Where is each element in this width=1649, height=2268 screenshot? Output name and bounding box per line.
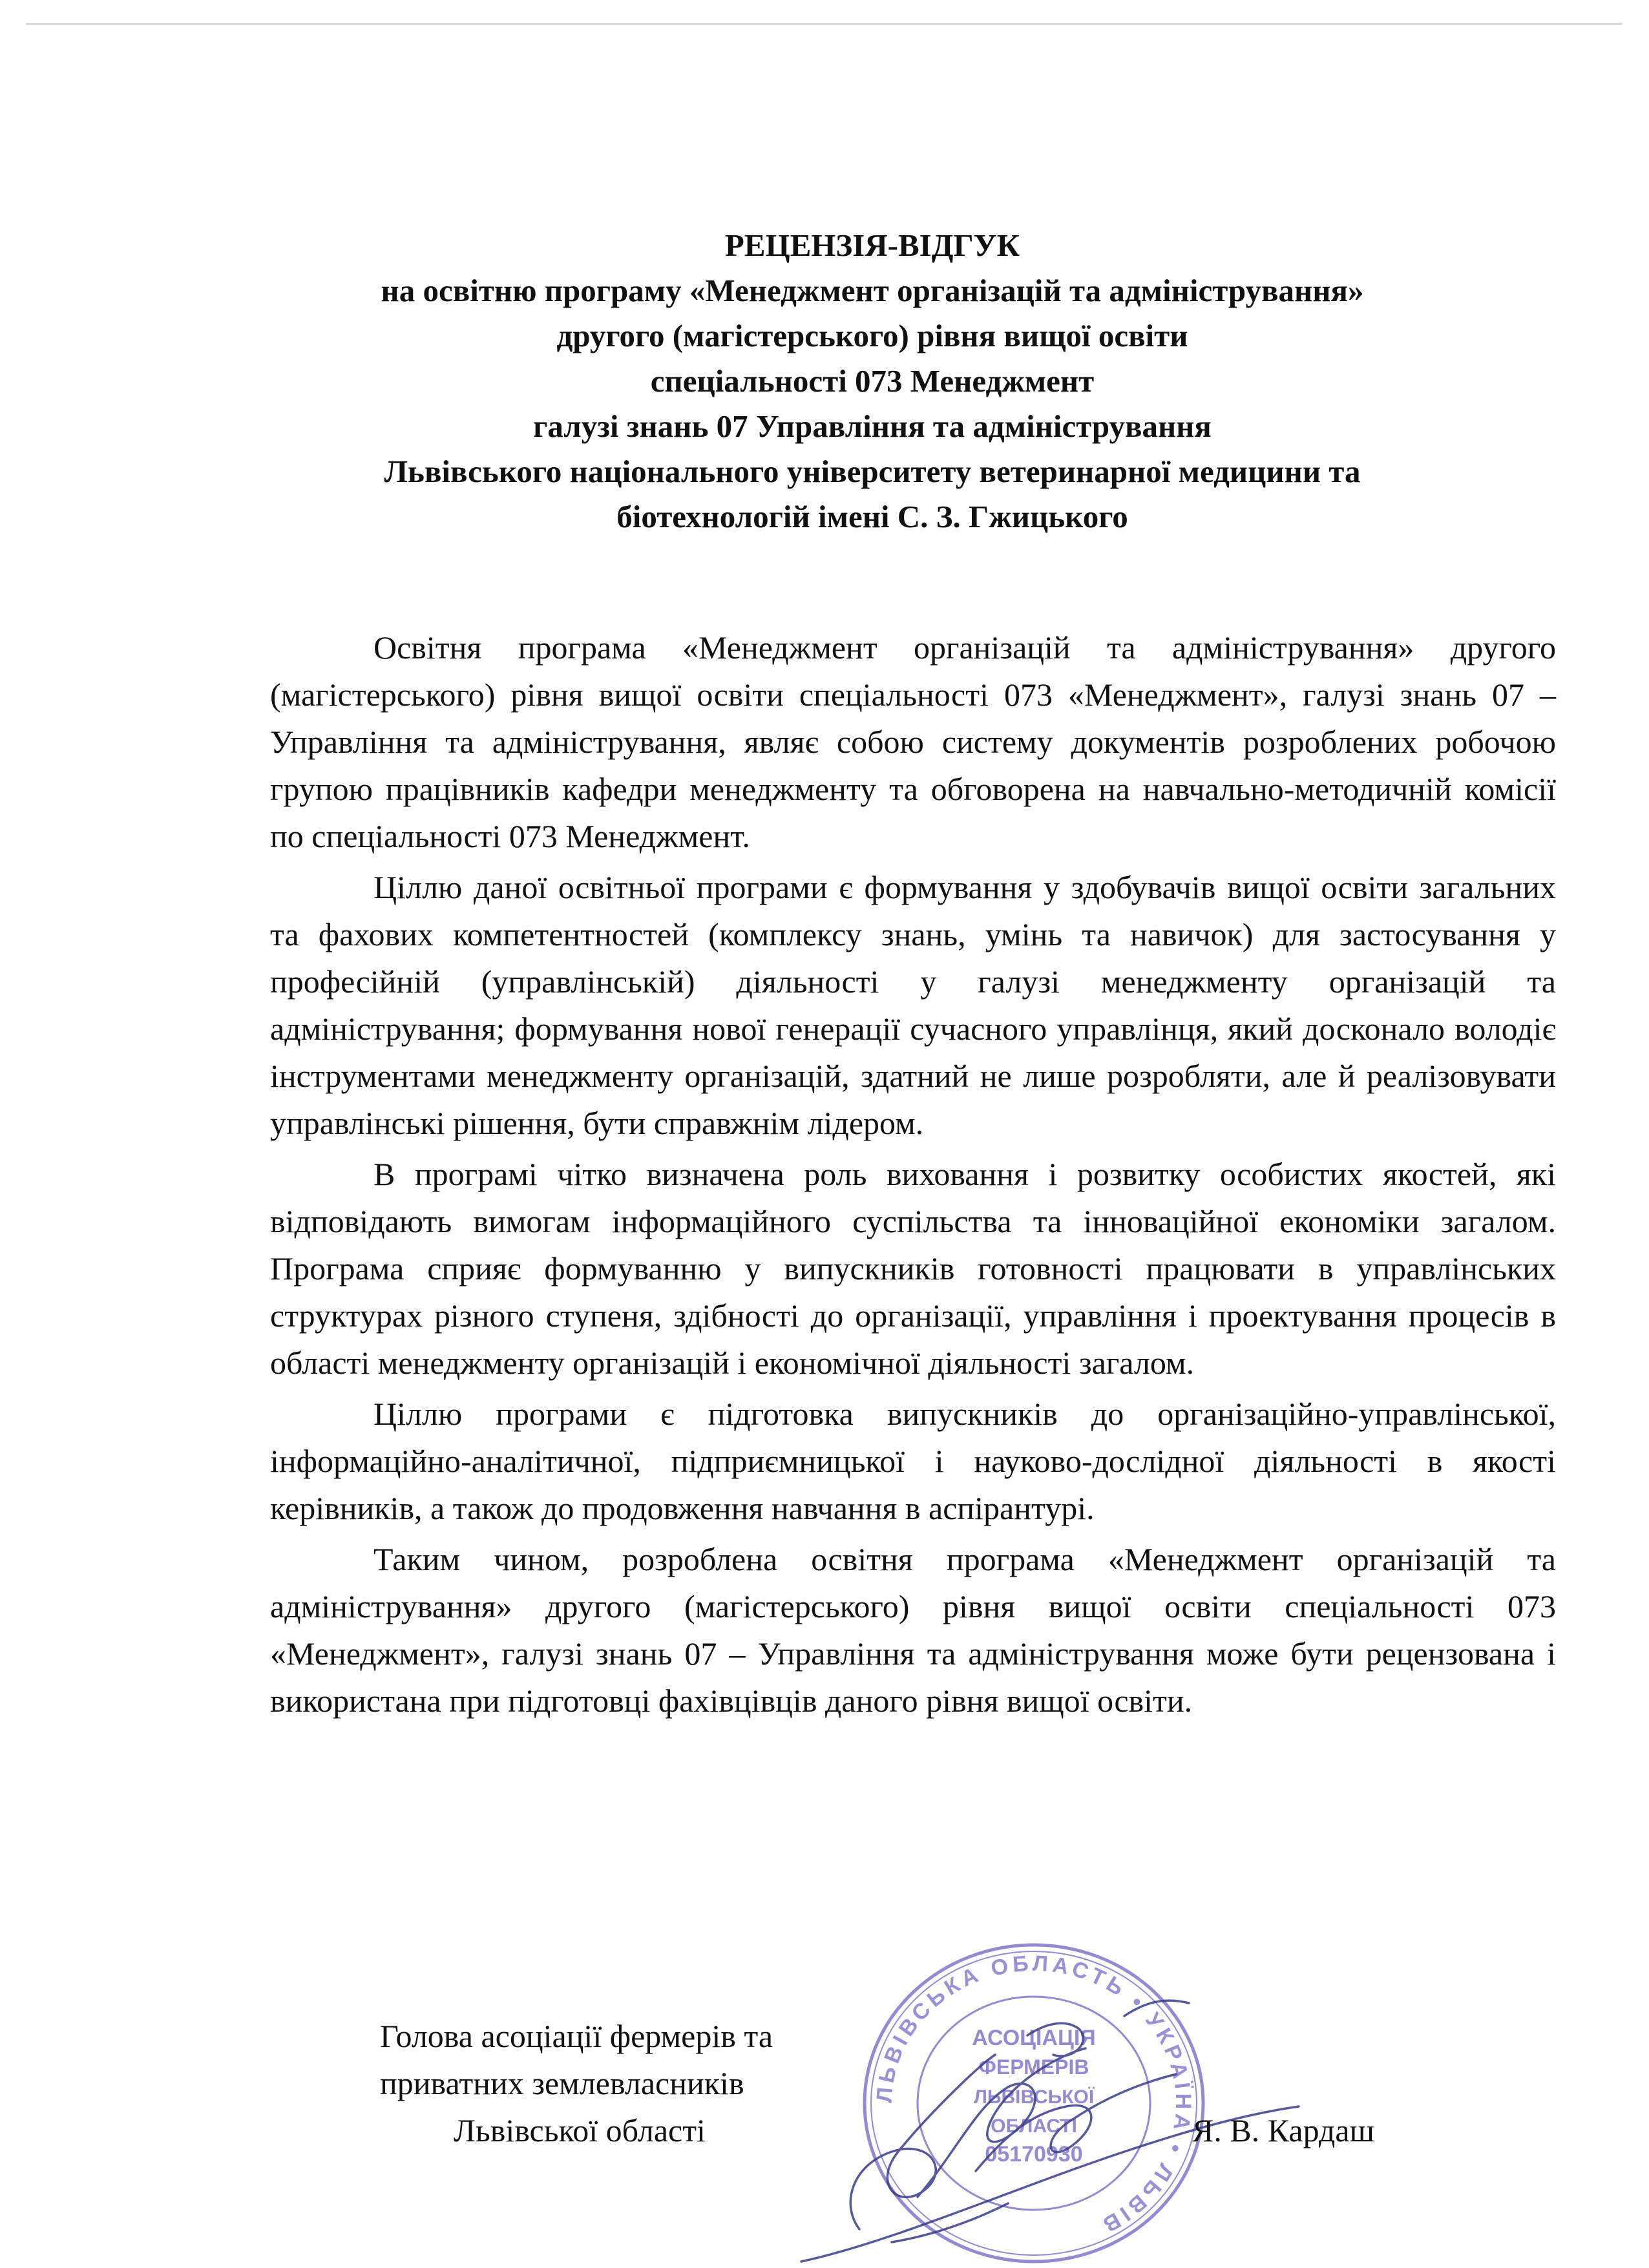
title-line: РЕЦЕНЗІЯ-ВІДГУК (724, 227, 1020, 263)
title-line: Львівського національного університету ветеринарної медицини та (384, 454, 1361, 489)
signatory-position-line: приватних землевласників (380, 2065, 744, 2101)
body-paragraph: Ціллю даної освітньої програми є формування у здобувачів вищої освіти загальних та фахових компетентностей (комплексу знань, умінь та навичок) для застосування у професійній (управлінській) діяльності у галузі менеджменту організацій та адміністрування; формування нової генерації сучасного управлінця, який досконало володіє інструментами менеджменту організацій, здатний не лише розробляти, але й реалізовувати управлінські рішення, бути справжнім лідером. (270, 869, 1556, 1141)
stamp-inner-line: ОБЛАСТІ (991, 2116, 1077, 2137)
title-line: другого (магістерського) рівня вищої освіти (556, 318, 1188, 353)
stamp-inner-line: ЛЬВІВСЬКОЇ (973, 2086, 1095, 2108)
stamp-inner-line: 05170930 (985, 2142, 1083, 2167)
scan-edge-line (26, 23, 1622, 25)
document-title (271, 223, 1473, 540)
signer-name: Я. В. Кардаш (1192, 2112, 1375, 2148)
body-paragraph: Таким чином, розроблена освітня програма «Менеджмент організацій та адміністрування» другого (магістерського) рівня вищої освіти спеціальності 073 «Менеджмент», галузі знань 07 – Управління та адміністрування може бути рецензована і використана при підготовці фахівцівців даного рівня вищої освіти. (270, 1541, 1556, 1719)
title-line: на освітню програму «Менеджмент організацій та адміністрування» (381, 273, 1364, 308)
stamp-inner-line: АСОЦІАЦІЯ (972, 2026, 1096, 2050)
signatory-position (380, 2013, 773, 2154)
body-paragraph: Освітня програма «Менеджмент організацій та адміністрування» другого (магістерського) рівня вищої освіти спеціальності 073 «Менеджмент», галузі знань 07 – Управління та адміністрування, являє собою систему документів розроблених робочою групою працівників кафедри менеджменту та обговорена на навчально-методичній комісії по спеціальності 073 Менеджмент. (270, 629, 1556, 854)
title-line: біотехнологій імені С. З. Гжицького (616, 499, 1128, 534)
title-line: спеціальності 073 Менеджмент (650, 363, 1095, 399)
stamp-inner-line: ФЕРМЕРІВ (978, 2055, 1089, 2079)
stamp-ring-text: ЛЬВІВСЬКА ОБЛАСТЬ • УКРАЇНА • ЛЬВІВ (872, 1951, 1196, 2239)
review-body (270, 624, 1556, 1728)
signatory-position-line: Львівської області (454, 2112, 706, 2148)
body-paragraph: В програмі чітко визначена роль виховання і розвитку особистих якостей, які відповідають вимогам інформаційного суспільства та інноваційної економіки загалом. Програма сприяє формуванню у випускників готовності працювати в управлінських структурах різного ступеня, здібності до організації, управління і проектування процесів в області менеджменту організацій і економічної діяльності загалом. (270, 1156, 1556, 1381)
title-line: галузі знань 07 Управління та адміністрування (533, 408, 1212, 444)
signatory-position-line: Голова асоціації фермерів та (380, 2018, 773, 2054)
body-paragraph: Ціллю програми є підготовка випускників до організаційно-управлінської, інформаційно-аналітичної, підприємницької і науково-дослідної діяльності в якості керівників, а також до продовження навчання в аспірантурі. (270, 1396, 1556, 1526)
